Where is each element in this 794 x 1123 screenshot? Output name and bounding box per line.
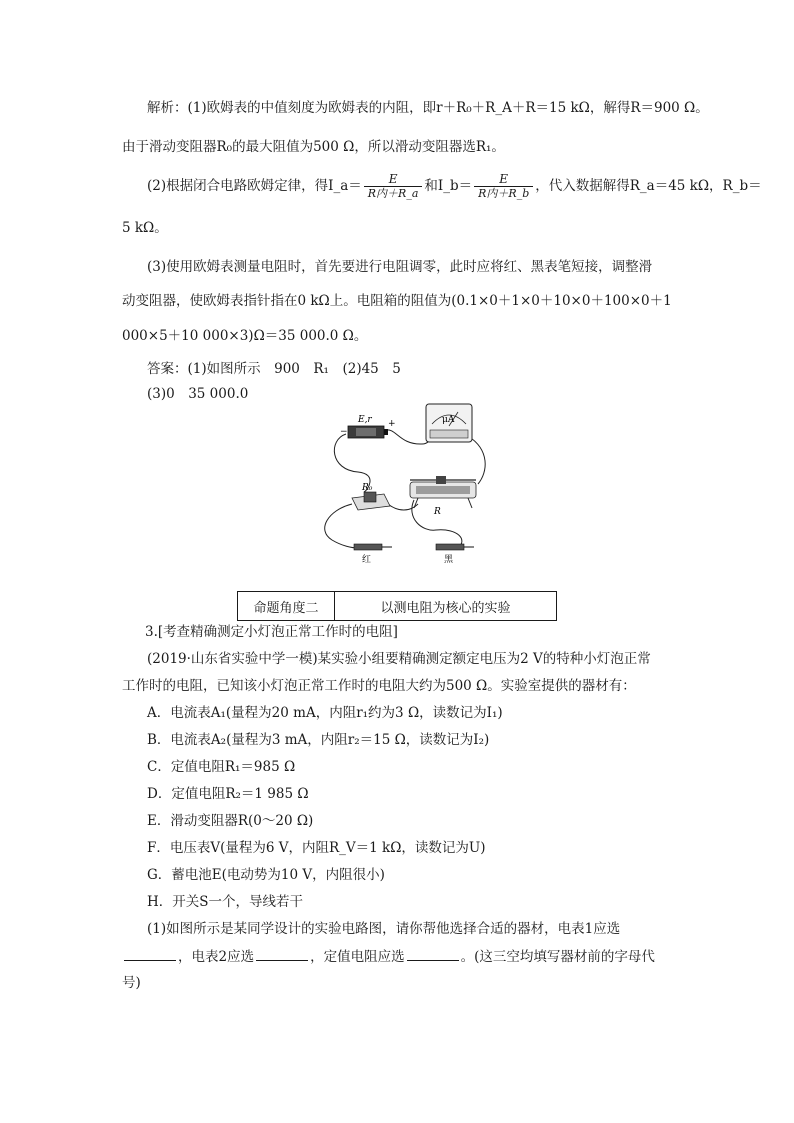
fraction-ib-denominator: R内＋R_b [478, 187, 530, 201]
solution-line-6: 动变阻器，使欧姆表指针指在0 kΩ上。电阻箱的阻值为(0.1×0＋1×0＋10×0＋100×0＋1 [122, 293, 672, 309]
battery [348, 426, 388, 438]
black-probe-label: 黑 [444, 555, 454, 565]
fraction-ib [474, 172, 533, 201]
option-a: A．电流表A₁(量程为20 mA，内阻r₁约为3 Ω，读数记为I₁) [147, 705, 503, 721]
fraction-ia-numerator: E [364, 172, 423, 187]
solution-line-7: 000×5＋10 000×3)Ω＝35 000.0 Ω。 [122, 328, 368, 344]
circuit-figure [318, 400, 508, 568]
option-f: F．电压表V(量程为6 V，内阻R_V＝1 kΩ，读数记为U) [147, 840, 486, 856]
battery-minus-label: − [340, 427, 348, 437]
red-probe [354, 544, 392, 550]
solution-line-1: 解析：(1)欧姆表的中值刻度为欧姆表的内阻，即r＋R₀＋R_A＋R＝15 kΩ，解得R＝900 Ω。 [147, 100, 709, 116]
answer-blank-resistor[interactable] [407, 948, 459, 961]
question-title: 3.[考查精确测定小灯泡正常工作时的电阻] [145, 624, 398, 640]
question-intro-1: (2019·山东省实验中学一模)某实验小组要精确测定额定电压为2 V的特种小灯泡正常 [147, 651, 651, 667]
rheostat-label: R [434, 507, 441, 517]
answer-line-1: 答案：(1)如图所示 900 R₁ (2)45 5 [147, 361, 401, 377]
topic-table [237, 591, 557, 621]
resistor-r0 [352, 492, 390, 510]
fraction-ia [364, 172, 423, 201]
red-probe-label: 红 [362, 555, 372, 565]
question-1-line-3: 号) [122, 975, 141, 991]
wire-r0-to-rheostat [388, 504, 418, 510]
battery-label: E,r [358, 415, 372, 425]
question-intro-2: 工作时的电阻，已知该小灯泡正常工作时的电阻大约为500 Ω。实验室提供的器材有： [122, 678, 636, 694]
wire-meter-to-rheostat [468, 436, 485, 484]
wire-battery-to-meter [386, 430, 432, 444]
solution-line-3-post: ，代入数据解得R_a＝45 kΩ，R_b＝ [535, 177, 762, 194]
meter-label: μA [442, 415, 455, 425]
solution-line-3-mid: 和I_b＝ [424, 177, 473, 194]
wire-r0-to-red [325, 504, 358, 548]
answer-line-2: (3)0 35 000.0 [147, 386, 249, 402]
answer-blank-meter-2[interactable] [256, 948, 308, 961]
solution-line-5: (3)使用欧姆表测量电阻时，首先要进行电阻调零，此时应将红、黑表笔短接，调整滑 [147, 259, 653, 275]
option-h: H．开关S一个，导线若干 [147, 894, 304, 910]
r0-label: R₀ [362, 483, 373, 493]
question-1-text-a: ，电表2应选 [178, 949, 255, 965]
fraction-ia-denominator: R内＋R_a [367, 187, 419, 201]
answer-blank-meter-1[interactable] [124, 948, 176, 961]
solution-line-3 [147, 172, 762, 201]
question-1-line-1: (1)如图所示是某同学设计的实验电路图，请你帮他选择合适的器材，电表1应选 [147, 921, 621, 937]
option-g: G．蓄电池E(电动势为10 V，内阻很小) [147, 867, 385, 883]
option-b: B．电流表A₂(量程为3 mA，内阻r₂＝15 Ω，读数记为I₂) [147, 732, 490, 748]
question-1-text-c: 。(这三空均填写器材前的字母代 [460, 949, 655, 965]
question-1-line-2 [122, 948, 674, 965]
solution-line-4: 5 kΩ。 [122, 220, 168, 236]
option-c: C．定值电阻R₁＝985 Ω [147, 759, 296, 775]
option-e: E．滑动变阻器R(0～20 Ω) [147, 813, 314, 829]
topic-table-cell-2: 以测电阻为核心的实验 [380, 600, 511, 616]
solution-line-3-pre: (2)根据闭合电路欧姆定律，得I_a＝ [147, 177, 362, 194]
topic-table-cell-1: 命题角度二 [238, 592, 335, 620]
fraction-ib-numerator: E [474, 172, 533, 187]
battery-plus-label: + [388, 419, 396, 429]
option-d: D．定值电阻R₂＝1 985 Ω [147, 786, 309, 802]
solution-line-2: 由于滑动变阻器R₀的最大阻值为500 Ω，所以滑动变阻器选R₁。 [122, 139, 505, 155]
black-probe [436, 544, 474, 550]
question-1-text-b: ，定值电阻应选 [310, 949, 405, 965]
rheostat [410, 476, 476, 508]
